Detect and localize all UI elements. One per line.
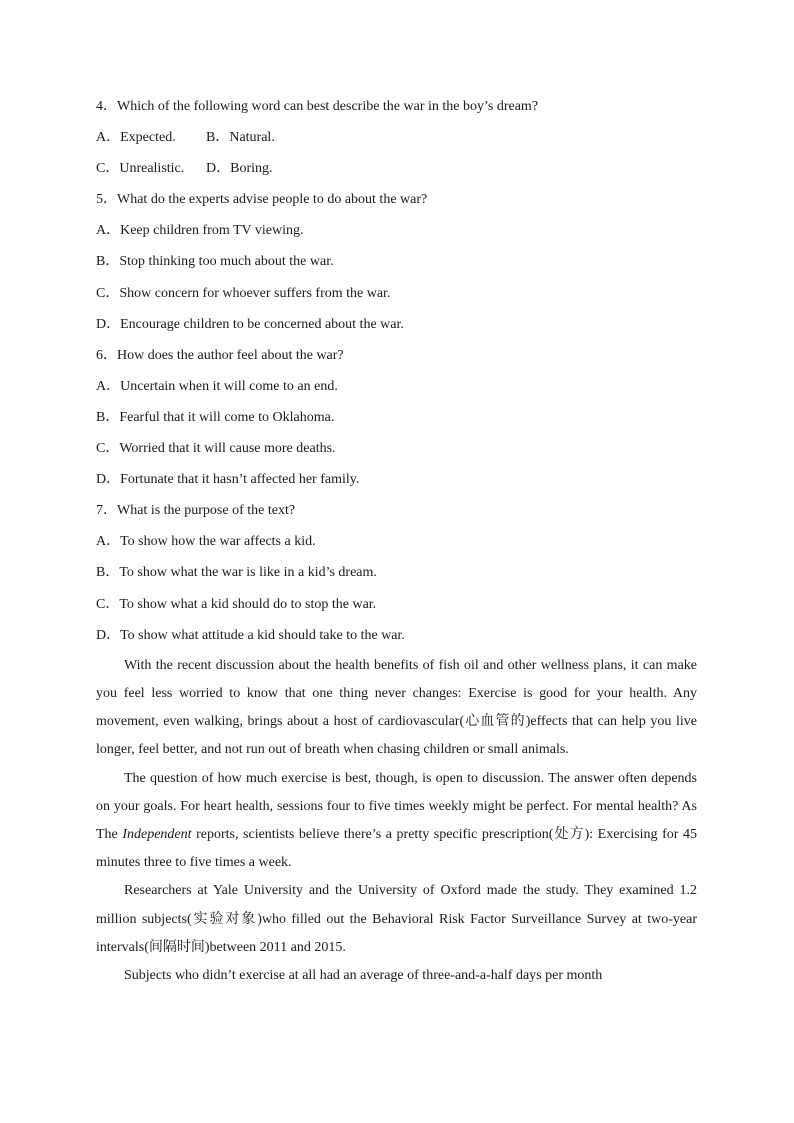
question-5-stem: 5．What do the experts advise people to do about the war? — [96, 192, 428, 208]
question-7-option-d: D．To show what attitude a kid should take to the war. — [96, 627, 405, 643]
question-4-option-d: D．Boring. — [206, 161, 273, 177]
passage-paragraph-2-part-1: The question of how much exercise is best, though, is open to discussion. The answer often depends on your goals. For heart health, sessions four to five times weekly might be perfect. For mental health? As The — [96, 770, 697, 842]
publication-name: Independent — [122, 826, 192, 842]
question-4-stem: 4．Which of the following word can best describe the war in the boy’s dream? — [96, 99, 539, 114]
passage-paragraph-2-part-2: reports, scientists believe there’s a pretty specific prescription(处方): Exercising for 45 minutes three to five times a week. — [96, 826, 697, 871]
question-5-option-c: C．Show concern for whoever suffers from the war. — [96, 285, 391, 301]
passage-paragraph-4: Subjects who didn’t exercise at all had an average of three-and-a-half days per month — [124, 967, 603, 983]
question-6-option-d: D．Fortunate that it hasn’t affected her family. — [96, 472, 360, 488]
question-6-option-c: C．Worried that it will cause more deaths. — [96, 441, 336, 457]
question-5-option-a: A．Keep children from TV viewing. — [96, 223, 304, 239]
question-7-option-c: C．To show what a kid should do to stop the war. — [96, 596, 377, 612]
passage-paragraph-3: Researchers at Yale University and the University of Oxford made the study. They examined 1.2 million subjects(实验对象)who filled out the Behavioral Risk Factor Surveillance Survey at two-year intervals(间隔时间)between 2011 and 2015. — [96, 883, 697, 955]
question-6-stem: 6．How does the author feel about the war? — [96, 347, 344, 363]
question-5-option-d: D．Encourage children to be concerned about the war. — [96, 316, 404, 332]
question-5-option-b: B．Stop thinking too much about the war. — [96, 254, 334, 270]
passage-paragraph-1: With the recent discussion about the health benefits of fish oil and other wellness plans, it can make you feel less worried to know that one thing never changes: Exercise is good for your health. Any movement, even walking, brings about a host of cardiovascular(心血管的)effects that can help you live longer, feel better, and not run out of breath when chasing children or small animals. — [96, 657, 697, 758]
document-page — [96, 94, 697, 990]
question-6-option-a: A．Uncertain when it will come to an end. — [96, 378, 338, 394]
question-7-stem: 7．What is the purpose of the text? — [96, 503, 296, 519]
question-4-options-row-1 — [96, 125, 697, 156]
question-4-option-a: A．Expected. — [96, 130, 176, 146]
question-4-option-b: B．Natural. — [206, 130, 275, 146]
question-7-option-b: B．To show what the war is like in a kid’s dream. — [96, 565, 377, 581]
question-4-option-c: C．Unrealistic. — [96, 161, 185, 177]
passage-paragraph-2 — [96, 765, 697, 878]
question-4-options-row-2 — [96, 156, 697, 187]
question-6-option-b: B．Fearful that it will come to Oklahoma. — [96, 409, 335, 425]
question-7-option-a: A．To show how the war affects a kid. — [96, 534, 316, 550]
